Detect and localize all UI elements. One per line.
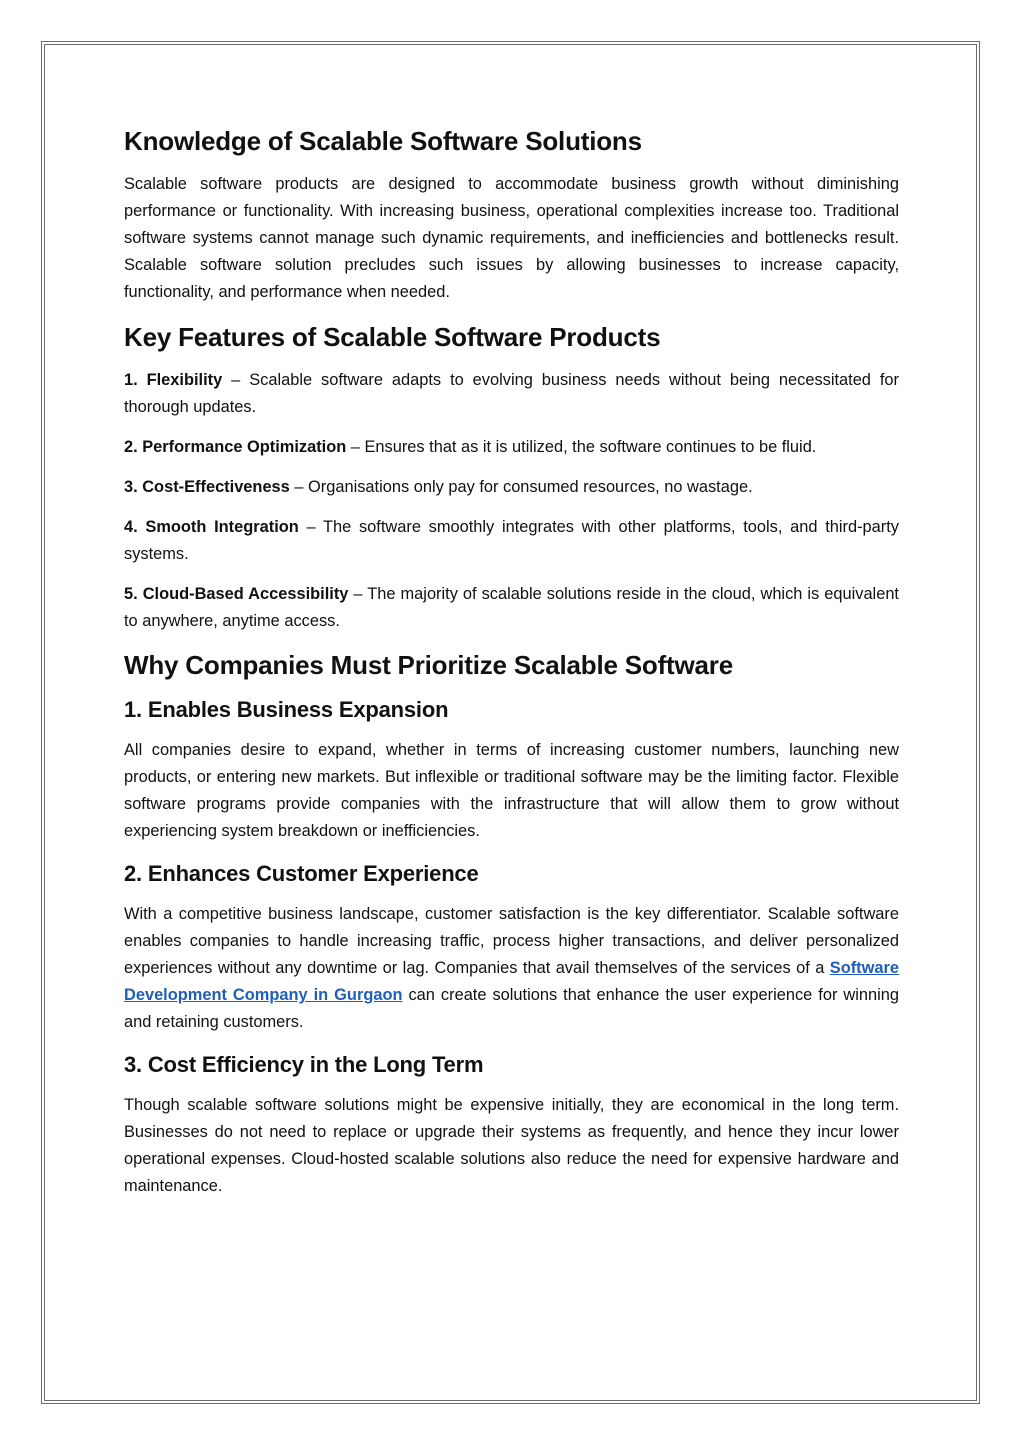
- feature-text: The majority of scalable solutions reside in the cloud, which is equivalent to anywhere, anytime access.: [124, 585, 899, 630]
- business-expansion-paragraph: All companies desire to expand, whether in terms of increasing customer numbers, launching new products, or entering new markets. But inflexible or traditional software may be the limiting factor. Flexible software programs provide companies with the infrastructure that will allow them to grow without experiencing system breakdown or inefficiencies.: [124, 741, 899, 840]
- feature-label: 1. Flexibility: [124, 371, 223, 389]
- feature-text: The software smoothly integrates with other platforms, tools, and third-party systems.: [124, 518, 899, 563]
- feature-label: 5. Cloud-Based Accessibility: [124, 585, 349, 603]
- feature-text: Ensures that as it is utilized, the software continues to be fluid.: [364, 438, 817, 456]
- feature-item-cost-effectiveness: [124, 474, 899, 501]
- feature-separator: –: [348, 585, 368, 603]
- subheading-cost-efficiency: 3. Cost Efficiency in the Long Term: [124, 1052, 484, 1077]
- section-heading-knowledge: Knowledge of Scalable Software Solutions: [124, 126, 642, 156]
- feature-item-cloud: [124, 581, 899, 635]
- paragraph-text-before-link: With a competitive business landscape, customer satisfaction is the key differentiator. Scalable software enables companies to handle increasing traffic, process higher transactions, and deliver personalized experiences without any downtime or lag. Companies that avail themselves of the services of a: [124, 905, 899, 977]
- feature-label: 4. Smooth Integration: [124, 518, 299, 536]
- feature-label: 3. Cost-Effectiveness: [124, 478, 290, 496]
- customer-experience-paragraph: [124, 901, 899, 1036]
- section-heading-why-prioritize: Why Companies Must Prioritize Scalable Software: [124, 650, 733, 680]
- cost-efficiency-paragraph: Though scalable software solutions might be expensive initially, they are economical in the long term. Businesses do not need to replace or upgrade their systems as frequently, and hence they incur lower operational expenses. Cloud-hosted scalable solutions also reduce the need for expensive hardware and maintenance.: [124, 1096, 899, 1195]
- paragraph-text-after-link: can create solutions that enhance the user experience for winning and retaining customers.: [124, 986, 899, 1031]
- document-body: [124, 124, 899, 1214]
- feature-text: Organisations only pay for consumed resources, no wastage.: [308, 478, 753, 496]
- feature-text: Scalable software adapts to evolving business needs without being necessitated for thorough updates.: [124, 371, 899, 416]
- intro-paragraph: Scalable software products are designed to accommodate business growth without diminishing performance or functionality. With increasing business, operational complexities increase too. Traditional software systems cannot manage such dynamic requirements, and inefficiencies and bottlenecks result. Scalable software solution precludes such issues by allowing businesses to increase capacity, functionality, and performance when needed.: [124, 175, 899, 301]
- feature-item-integration: [124, 514, 899, 568]
- feature-item-flexibility: [124, 367, 899, 421]
- feature-label: 2. Performance Optimization: [124, 438, 347, 456]
- software-development-company-link[interactable]: Software Development Company in Gurgaon: [124, 959, 899, 1004]
- feature-item-performance: [124, 434, 899, 461]
- subheading-customer-experience: 2. Enhances Customer Experience: [124, 861, 479, 886]
- feature-separator: –: [298, 518, 324, 536]
- feature-separator: –: [289, 478, 309, 496]
- subheading-business-expansion: 1. Enables Business Expansion: [124, 697, 449, 722]
- section-heading-key-features: Key Features of Scalable Software Products: [124, 322, 661, 352]
- feature-separator: –: [222, 371, 250, 389]
- feature-separator: –: [346, 438, 365, 456]
